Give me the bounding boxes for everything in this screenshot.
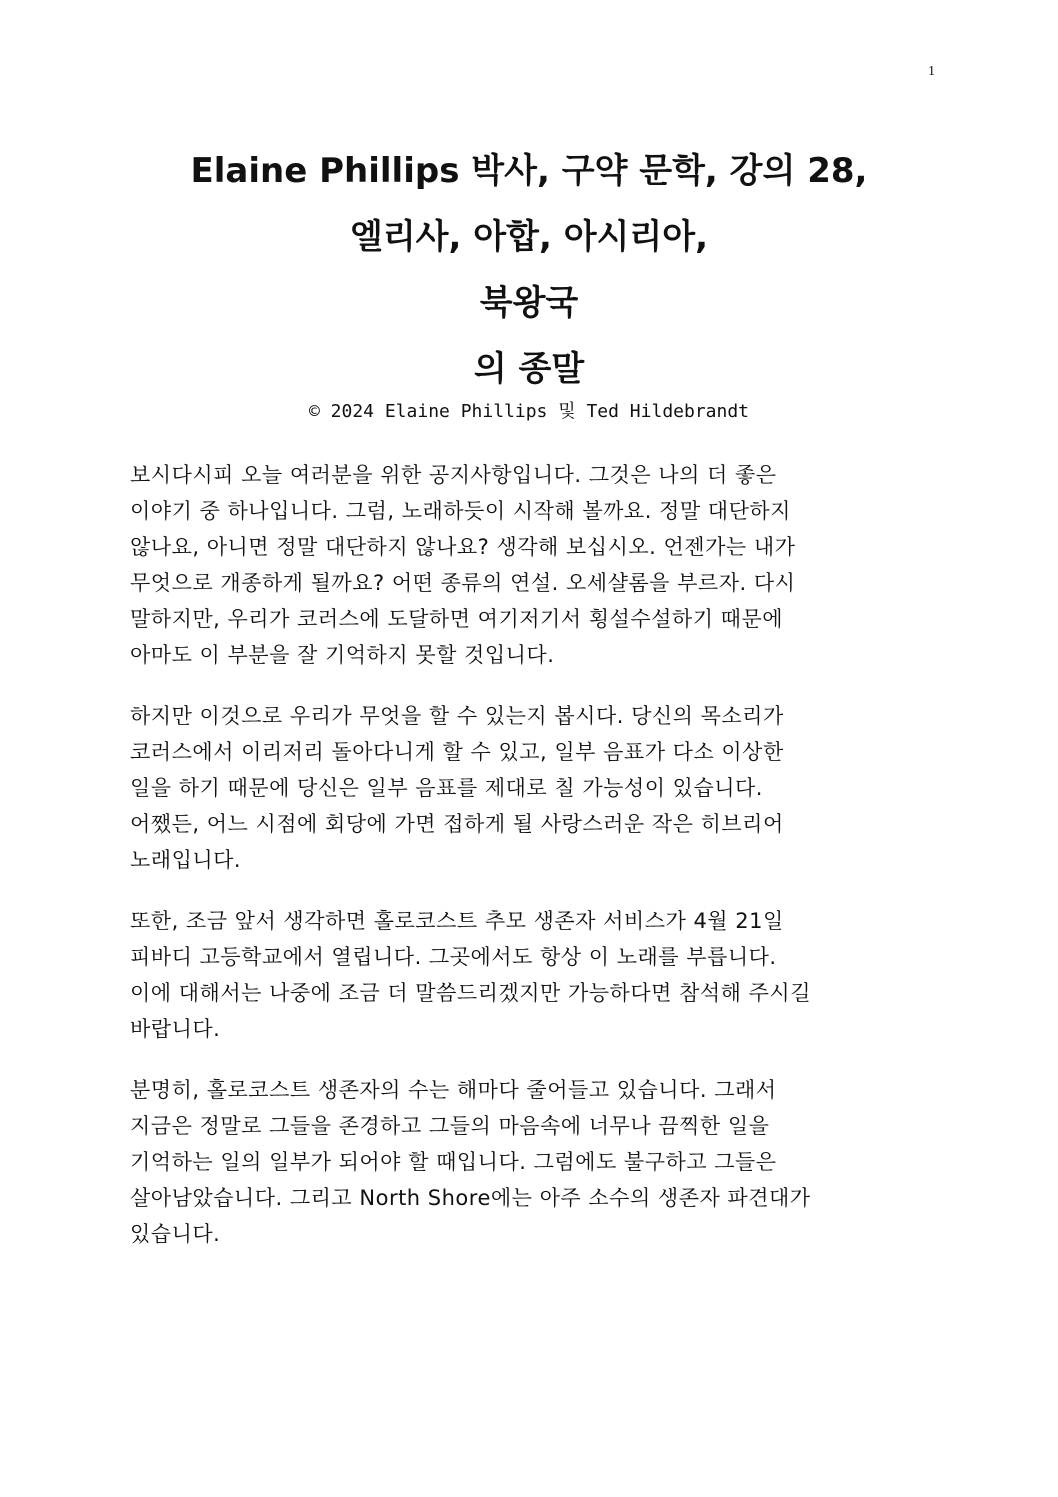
- paragraph-line: 않나요, 아니면 정말 대단하지 않나요? 생각해 보십시오. 언젠가는 내가: [130, 535, 796, 559]
- paragraph-line: 말하지만, 우리가 코러스에 도달하면 여기저기서 횡설수설하기 때문에: [130, 607, 784, 631]
- paragraph-line: 또한, 조금 앞서 생각하면 홀로코스트 추모 생존자 서비스가 4월 21일: [130, 909, 784, 933]
- paragraph-line: 지금은 정말로 그들을 존경하고 그들의 마음속에 너무나 끔찍한 일을: [130, 1114, 770, 1138]
- document-title: [60, 138, 998, 402]
- paragraph-line: 이야기 중 하나입니다. 그럼, 노래하듯이 시작해 볼까요. 정말 대단하지: [130, 499, 791, 523]
- paragraph-line: 이에 대해서는 나중에 조금 더 말씀드리겠지만 가능하다면 참석해 주시길: [130, 981, 811, 1005]
- paragraph-line: 살아남았습니다. 그리고 North Shore에는 아주 소수의 생존자 파견대가: [130, 1186, 811, 1210]
- paragraph-line: 바랍니다.: [130, 1017, 221, 1041]
- paragraph-line: 일을 하기 때문에 당신은 일부 음표를 제대로 칠 가능성이 있습니다.: [130, 776, 763, 800]
- paragraph-2: [130, 698, 930, 878]
- paragraph-line: 어쨌든, 어느 시점에 회당에 가면 접하게 될 사랑스러운 작은 히브리어: [130, 812, 784, 836]
- paragraph-line: 있습니다.: [130, 1222, 221, 1246]
- paragraph-line: 하지만 이것으로 우리가 무엇을 할 수 있는지 봅시다. 당신의 목소리가: [130, 704, 784, 728]
- paragraph-line: 아마도 이 부분을 잘 기억하지 못할 것입니다.: [130, 643, 555, 667]
- paragraph-line: 분명히, 홀로코스트 생존자의 수는 해마다 줄어들고 있습니다. 그래서: [130, 1078, 777, 1102]
- paragraph-line: 보시다시피 오늘 여러분을 위한 공지사항입니다. 그것은 나의 더 좋은: [130, 463, 777, 487]
- title-line-3: 북왕국: [479, 283, 579, 323]
- paragraph-line: 피바디 고등학교에서 열립니다. 그곳에서도 항상 이 노래를 부릅니다.: [130, 945, 777, 969]
- title-line-1: Elaine Phillips 박사, 구약 문학, 강의 28,: [190, 151, 868, 191]
- paragraph-line: 기억하는 일의 일부가 되어야 할 때입니다. 그럼에도 불구하고 그들은: [130, 1150, 777, 1174]
- document-body: [130, 457, 930, 1277]
- paragraph-3: [130, 903, 930, 1047]
- copyright-notice: © 2024 Elaine Phillips 및 Ted Hildebrandt: [308, 401, 750, 422]
- page-number: 1: [928, 64, 935, 79]
- title-line-4: 의 종말: [473, 349, 585, 389]
- paragraph-4: [130, 1072, 930, 1252]
- paragraph-line: 노래입니다.: [130, 848, 242, 872]
- paragraph-1: [130, 457, 930, 673]
- paragraph-line: 무엇으로 개종하게 될까요? 어떤 종류의 연설. 오세샬롬을 부르자. 다시: [130, 571, 796, 595]
- paragraph-line: 코러스에서 이리저리 돌아다니게 할 수 있고, 일부 음표가 다소 이상한: [130, 740, 784, 764]
- title-line-2: 엘리사, 아합, 아시리아,: [349, 217, 709, 257]
